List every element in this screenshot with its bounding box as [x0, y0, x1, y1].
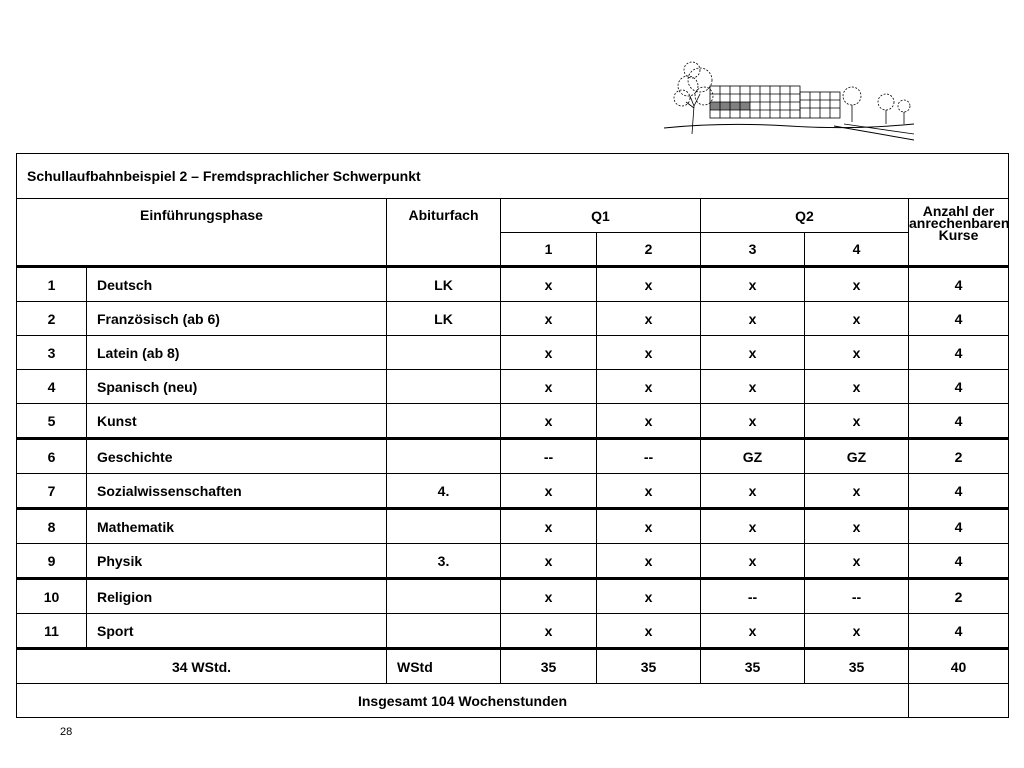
header-semester-1: 1	[501, 233, 597, 267]
table-row	[17, 370, 1009, 404]
table-row	[17, 439, 1009, 474]
subject-name: Physik	[87, 544, 387, 579]
subject-name: Kunst	[87, 404, 387, 439]
semester-1-cell: x	[501, 579, 597, 614]
header-semester-3: 3	[701, 233, 805, 267]
row-number: 8	[17, 509, 87, 544]
summary-semester-2: 35	[597, 649, 701, 684]
abitur-subject: 3.	[387, 544, 501, 579]
course-count: 4	[909, 614, 1009, 649]
total-row	[17, 684, 1009, 718]
semester-4-cell: x	[805, 404, 909, 439]
header-einfuehrungsphase: Einführungsphase	[17, 199, 387, 267]
subject-name: Deutsch	[87, 267, 387, 302]
summary-wstd-label: WStd	[387, 649, 501, 684]
semester-2-cell: x	[597, 302, 701, 336]
semester-2-cell: x	[597, 336, 701, 370]
row-number: 2	[17, 302, 87, 336]
subject-name: Sozialwissenschaften	[87, 474, 387, 509]
abitur-subject	[387, 509, 501, 544]
course-count: 4	[909, 404, 1009, 439]
semester-2-cell: --	[597, 439, 701, 474]
summary-count: 40	[909, 649, 1009, 684]
summary-semester-1: 35	[501, 649, 597, 684]
abitur-subject	[387, 370, 501, 404]
course-count: 2	[909, 579, 1009, 614]
header-q1: Q1	[501, 199, 701, 233]
subject-name: Latein (ab 8)	[87, 336, 387, 370]
semester-4-cell: x	[805, 509, 909, 544]
summary-semester-3: 35	[701, 649, 805, 684]
semester-1-cell: x	[501, 404, 597, 439]
semester-1-cell: x	[501, 614, 597, 649]
semester-3-cell: --	[701, 579, 805, 614]
semester-4-cell: x	[805, 544, 909, 579]
subject-name: Geschichte	[87, 439, 387, 474]
semester-1-cell: x	[501, 509, 597, 544]
semester-2-cell: x	[597, 579, 701, 614]
semester-4-cell: x	[805, 614, 909, 649]
semester-3-cell: x	[701, 267, 805, 302]
semester-3-cell: x	[701, 614, 805, 649]
row-number: 9	[17, 544, 87, 579]
semester-2-cell: x	[597, 404, 701, 439]
semester-1-cell: x	[501, 267, 597, 302]
table-title: Schullaufbahnbeispiel 2 – Fremdsprachlicher Schwerpunkt	[17, 154, 1009, 199]
subject-name: Sport	[87, 614, 387, 649]
table-row	[17, 614, 1009, 649]
total-hours-label: Insgesamt 104 Wochenstunden	[17, 684, 909, 718]
school-building-illustration	[664, 56, 914, 142]
course-count: 4	[909, 302, 1009, 336]
table-row	[17, 302, 1009, 336]
semester-4-cell: x	[805, 302, 909, 336]
semester-4-cell: GZ	[805, 439, 909, 474]
row-number: 1	[17, 267, 87, 302]
header-semester-2: 2	[597, 233, 701, 267]
semester-3-cell: x	[701, 474, 805, 509]
table-row	[17, 267, 1009, 302]
semester-3-cell: x	[701, 404, 805, 439]
semester-4-cell: --	[805, 579, 909, 614]
semester-4-cell: x	[805, 336, 909, 370]
header-abiturfach: Abiturfach	[387, 199, 501, 267]
abitur-subject: LK	[387, 302, 501, 336]
header-semester-4: 4	[805, 233, 909, 267]
course-plan-table	[16, 153, 1009, 718]
abitur-subject	[387, 336, 501, 370]
semester-1-cell: x	[501, 370, 597, 404]
subject-name: Religion	[87, 579, 387, 614]
table-row	[17, 544, 1009, 579]
semester-3-cell: x	[701, 336, 805, 370]
abitur-subject	[387, 614, 501, 649]
semester-2-cell: x	[597, 474, 701, 509]
table-row	[17, 474, 1009, 509]
summary-label: 34 WStd.	[17, 649, 387, 684]
course-count: 4	[909, 544, 1009, 579]
subject-name: Mathematik	[87, 509, 387, 544]
row-number: 3	[17, 336, 87, 370]
row-number: 7	[17, 474, 87, 509]
abitur-subject	[387, 439, 501, 474]
row-number: 4	[17, 370, 87, 404]
abitur-subject: LK	[387, 267, 501, 302]
course-count: 4	[909, 370, 1009, 404]
semester-4-cell: x	[805, 370, 909, 404]
row-number: 5	[17, 404, 87, 439]
semester-3-cell: x	[701, 544, 805, 579]
semester-2-cell: x	[597, 509, 701, 544]
subject-name: Spanisch (neu)	[87, 370, 387, 404]
course-count: 4	[909, 509, 1009, 544]
table-row	[17, 509, 1009, 544]
summary-semester-4: 35	[805, 649, 909, 684]
header-anzahl: Anzahl der anrechenbaren Kurse	[909, 199, 1009, 267]
semester-1-cell: x	[501, 302, 597, 336]
row-number: 11	[17, 614, 87, 649]
total-empty-cell	[909, 684, 1009, 718]
subject-name: Französisch (ab 6)	[87, 302, 387, 336]
semester-2-cell: x	[597, 267, 701, 302]
page-number: 28	[60, 726, 73, 738]
semester-3-cell: x	[701, 509, 805, 544]
course-count: 4	[909, 474, 1009, 509]
abitur-subject	[387, 579, 501, 614]
header-q2: Q2	[701, 199, 909, 233]
semester-4-cell: x	[805, 267, 909, 302]
course-count: 4	[909, 336, 1009, 370]
semester-2-cell: x	[597, 614, 701, 649]
semester-1-cell: x	[501, 474, 597, 509]
course-count: 2	[909, 439, 1009, 474]
table-row	[17, 579, 1009, 614]
semester-3-cell: GZ	[701, 439, 805, 474]
semester-4-cell: x	[805, 474, 909, 509]
semester-3-cell: x	[701, 302, 805, 336]
table-row	[17, 336, 1009, 370]
semester-1-cell: x	[501, 544, 597, 579]
semester-2-cell: x	[597, 544, 701, 579]
table-row	[17, 404, 1009, 439]
semester-3-cell: x	[701, 370, 805, 404]
semester-2-cell: x	[597, 370, 701, 404]
row-number: 10	[17, 579, 87, 614]
course-count: 4	[909, 267, 1009, 302]
semester-1-cell: --	[501, 439, 597, 474]
abitur-subject	[387, 404, 501, 439]
semester-1-cell: x	[501, 336, 597, 370]
summary-row	[17, 649, 1009, 684]
abitur-subject: 4.	[387, 474, 501, 509]
row-number: 6	[17, 439, 87, 474]
